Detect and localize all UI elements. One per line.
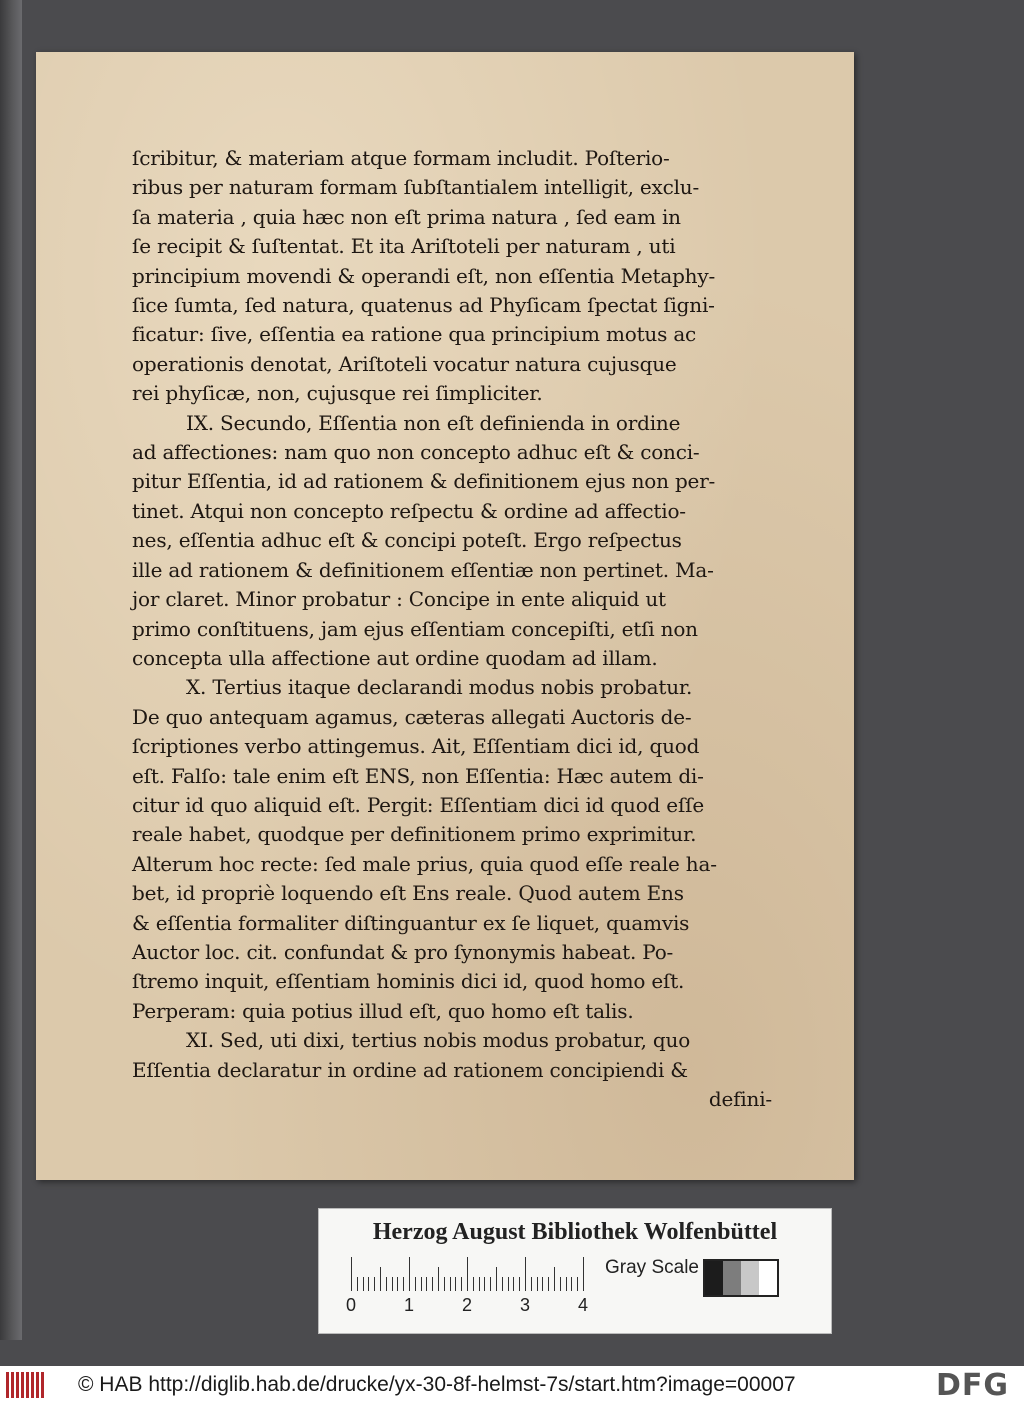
- ruler-tick: [409, 1257, 410, 1291]
- text-line: eſt. Falſo: tale enim eſt ENS, non Eſſentia: Hæc autem di-: [132, 763, 704, 788]
- ruler-tick: [455, 1277, 456, 1291]
- scale-number: 0: [346, 1295, 357, 1315]
- text-line: bet, id propriè loquendo eſt Ens reale. Quod autem Ens: [132, 881, 684, 906]
- dfg-logo: DFG: [936, 1368, 1010, 1403]
- ruler-tick: [461, 1277, 462, 1291]
- text-line: primo conſtituens, jam ejus eſſentiam concepiſti, etſi non: [132, 616, 698, 641]
- ruler-tick: [444, 1277, 445, 1291]
- text-line: ſcribitur, & materiam atque formam includit. Poſterio-: [132, 146, 670, 170]
- text-line: reale habet, quodque per definitionem primo exprimitur.: [132, 822, 697, 847]
- text-line: ille ad rationem & definitionem eſſentiæ non pertinet. Ma-: [132, 557, 714, 582]
- text-line: nes, eſſentia adhuc eſt & concipi poteſt. Ergo reſpectus: [132, 528, 682, 553]
- text-line: ad affectiones: nam quo non concepto adhuc eſt & conci-: [132, 440, 700, 465]
- ruler-tick: [426, 1277, 427, 1291]
- text-line: rei phyſicæ, non, cujusque rei ſimpliciter.: [132, 381, 543, 406]
- ruler-tick: [473, 1277, 474, 1291]
- ruler-tick: [415, 1277, 416, 1291]
- ruler-tick: [513, 1277, 514, 1291]
- ruler-tick: [397, 1277, 398, 1291]
- ruler-tick: [531, 1277, 532, 1291]
- ruler-tick: [571, 1277, 572, 1291]
- ruler-tick: [542, 1277, 543, 1291]
- gray-swatch: [759, 1261, 777, 1295]
- ruler-tick: [351, 1257, 352, 1291]
- text-line: concepta ulla affectione aut ordine quodam ad illam.: [132, 645, 658, 670]
- scale-number: 1: [404, 1295, 415, 1315]
- text-line: IX. Secundo, Eſſentia non eſt definienda in ordine: [186, 410, 681, 435]
- gray-swatch: [723, 1261, 741, 1295]
- text-line: ſe recipit & ſuſtentat. Et ita Ariſtoteli per naturam , uti: [132, 234, 676, 259]
- text-line: jor claret. Minor probatur : Concipe in ente aliquid ut: [132, 587, 666, 612]
- text-line: XI. Sed, uti dixi, tertius nobis modus probatur, quo: [186, 1028, 691, 1053]
- ruler-tick: [548, 1277, 549, 1291]
- text-line: ribus per naturam formam ſubſtantialem intelligit, exclu-: [132, 175, 700, 200]
- footer-bar: [0, 1366, 1024, 1404]
- text-line: tinet. Atqui non concepto reſpectu & ordine ad affectio-: [132, 498, 686, 523]
- gray-swatch: [741, 1261, 759, 1295]
- ruler-tick: [363, 1277, 364, 1291]
- ruler-tick: [438, 1267, 439, 1291]
- text-line: ficatur: ſive, eſſentia ea ratione qua principium motus ac: [132, 322, 697, 347]
- ruler-tick: [508, 1277, 509, 1291]
- credit-text: © HAB http://diglib.hab.de/drucke/yx-30-8f-helmst-7s/start.htm?image=00007: [78, 1373, 796, 1396]
- ruler-tick: [554, 1267, 555, 1291]
- ruler-tick: [525, 1257, 526, 1291]
- ruler-tick: [519, 1277, 520, 1291]
- ruler-tick: [368, 1277, 369, 1291]
- color-reference-bar: [318, 1208, 832, 1334]
- ruler-tick: [467, 1257, 468, 1291]
- ruler-tick: [392, 1277, 393, 1291]
- text-line: & eſſentia formaliter diſtinguantur ex ſe liquet, quamvis: [132, 910, 690, 935]
- scale-number: 2: [462, 1295, 473, 1315]
- hab-logo-icon: [6, 1372, 46, 1398]
- text-line: Auctor loc. cit. confundat & pro ſynonymis habeat. Po-: [132, 939, 674, 964]
- text-line: citur id quo aliquid eſt. Pergit: Eſſentiam dici id quod eſſe: [132, 792, 704, 817]
- ruler-tick: [577, 1277, 578, 1291]
- library-name: Herzog August Bibliothek Wolfenbüttel: [372, 1219, 778, 1245]
- text-line: operationis denotat, Ariſtoteli vocatur natura cujusque: [132, 351, 677, 376]
- text-line: Perperam: quia potius illud eſt, quo homo eſt talis.: [132, 998, 634, 1023]
- ruler-tick: [386, 1277, 387, 1291]
- ruler-tick: [432, 1277, 433, 1291]
- catchword: defini-: [708, 1087, 772, 1111]
- ruler-tick: [560, 1277, 561, 1291]
- gray-swatch: [705, 1261, 723, 1295]
- ruler-tick: [357, 1277, 358, 1291]
- ruler-tick: [479, 1277, 480, 1291]
- ruler-tick: [583, 1257, 584, 1291]
- scale-number: 3: [520, 1295, 531, 1315]
- binding-edge: [0, 0, 22, 1340]
- text-line: ſice ſumta, ſed natura, quatenus ad Phyſicam ſpectat ſigni-: [132, 293, 715, 318]
- text-line: ſcriptiones verbo attingemus. Ait, Eſſentiam dici id, quod: [132, 734, 700, 759]
- ruler-tick: [380, 1267, 381, 1291]
- ruler-tick: [490, 1277, 491, 1291]
- text-line: Eſſentia declaratur in ordine ad rationem concipiendi &: [132, 1057, 688, 1082]
- ruler-tick: [566, 1277, 567, 1291]
- text-line: ſa materia , quia hæc non eſt prima natura , ſed eam in: [132, 204, 681, 229]
- gray-scale-label: Gray Scale: [605, 1257, 699, 1278]
- ruler-tick: [502, 1277, 503, 1291]
- ruler-tick: [537, 1277, 538, 1291]
- ruler-tick: [421, 1277, 422, 1291]
- text-line: ſtremo inquit, eſſentiam hominis dici id, quod homo eſt.: [132, 969, 685, 994]
- book-page: [36, 52, 854, 1180]
- ruler-tick: [450, 1277, 451, 1291]
- ruler-tick: [374, 1277, 375, 1291]
- ruler-tick: [403, 1277, 404, 1291]
- page-text: [132, 144, 772, 1114]
- gray-scale-swatches: [703, 1259, 779, 1297]
- text-line: pitur Eſſentia, id ad rationem & definitionem ejus non per-: [132, 469, 716, 494]
- scale-number: 4: [578, 1295, 589, 1315]
- text-line: De quo antequam agamus, cæteras allegati Auctoris de-: [132, 704, 692, 729]
- text-line: principium movendi & operandi eſt, non eſſentia Metaphy-: [132, 263, 716, 288]
- text-line: Alterum hoc recte: ſed male prius, quia quod eſſe reale ha-: [132, 851, 717, 876]
- ruler-tick: [484, 1277, 485, 1291]
- ruler-tick: [496, 1267, 497, 1291]
- text-line: X. Tertius itaque declarandi modus nobis probatur.: [186, 675, 693, 700]
